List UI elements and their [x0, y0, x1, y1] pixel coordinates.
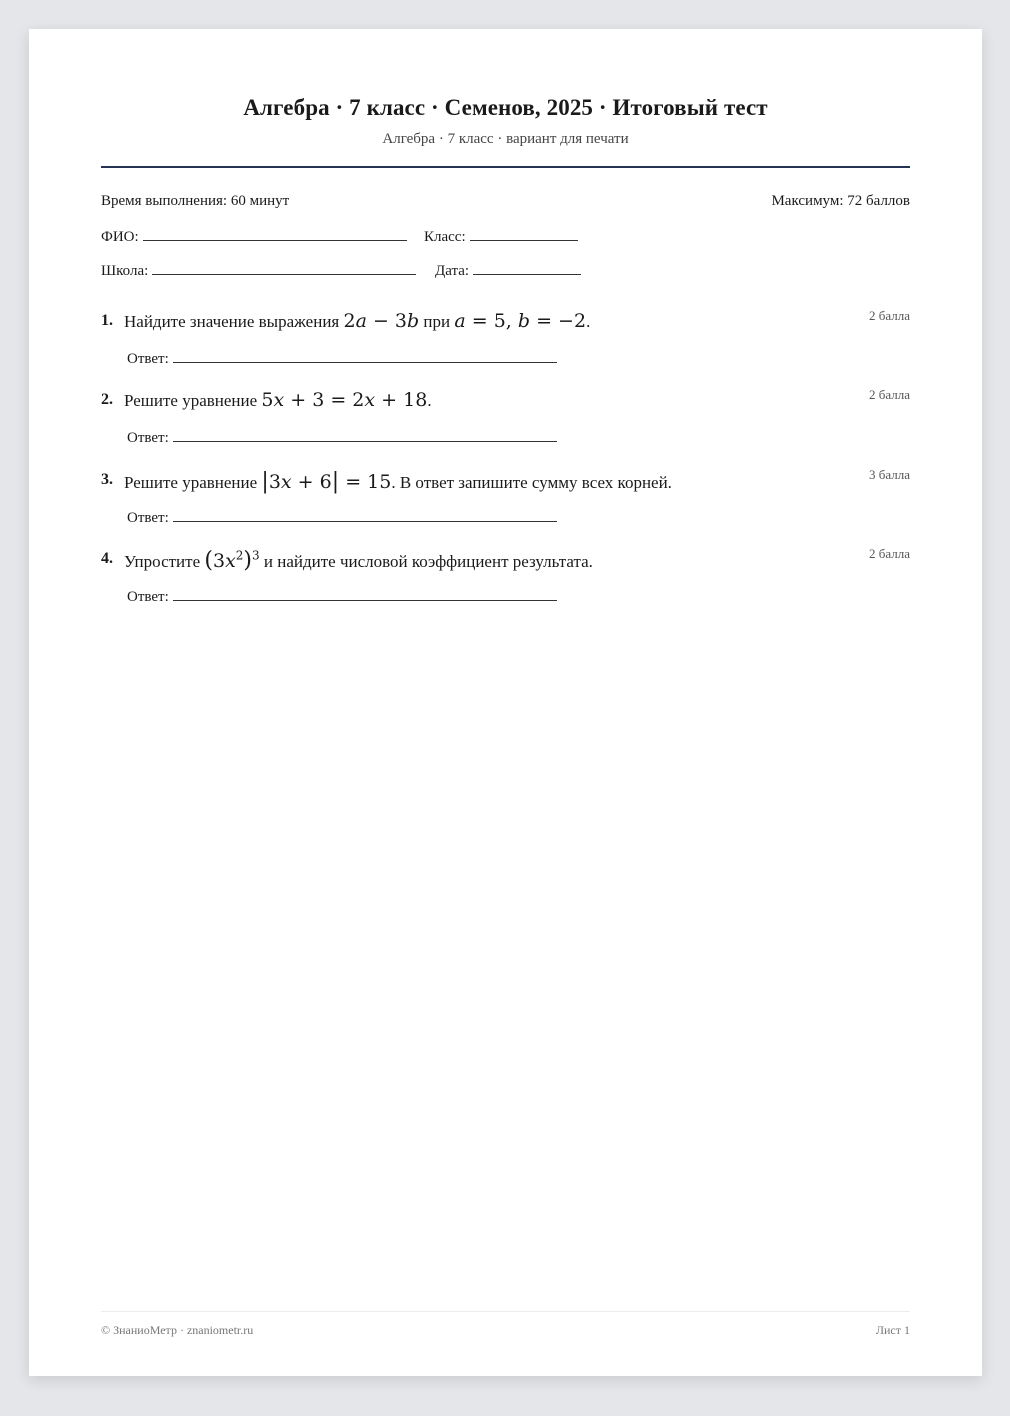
math-expression: 5x + 3 = 2x + 18 [261, 389, 428, 411]
task-points: 2 балла [869, 387, 910, 402]
math-expression: 2a − 3b [343, 310, 420, 332]
answer-line[interactable] [173, 586, 557, 601]
answer-field[interactable] [127, 507, 557, 527]
answer-label: Ответ: [127, 589, 169, 605]
date-line[interactable] [473, 260, 581, 275]
answer-label: Ответ: [127, 510, 169, 526]
task-text-part: Решите уравнение [124, 473, 262, 492]
class-field[interactable] [424, 226, 578, 246]
math-expression: a = 5, b = −2 [454, 310, 587, 332]
task-text [124, 469, 672, 494]
math-expression: $(3x^2)^3$ [204, 548, 260, 573]
answer-line[interactable] [173, 348, 557, 363]
task-text [124, 310, 590, 332]
task-text-part: и найдите числовой коэффициент результата. [259, 552, 593, 571]
task-text-part: Упростите [124, 552, 205, 571]
document-sheet [29, 29, 982, 1376]
task-number: 1. [101, 312, 113, 329]
task-text-part: . В ответ запишите сумму всех корней. [391, 473, 672, 492]
task-text-part: . [427, 391, 432, 410]
time-limit: Время выполнения: 60 минут [101, 193, 290, 209]
date-field[interactable] [435, 260, 581, 280]
answer-label: Ответ: [127, 430, 169, 446]
task-text-part: . [586, 312, 591, 331]
page-title: Алгебра · 7 класс · Семенов, 2025 · Итоговый тест [243, 95, 768, 120]
answer-field[interactable] [127, 586, 557, 606]
fio-line[interactable] [143, 226, 407, 241]
task-points: 3 балла [869, 467, 910, 482]
header-divider [101, 166, 910, 168]
answer-line[interactable] [173, 427, 557, 442]
answer-field[interactable] [127, 427, 557, 447]
answer-line[interactable] [173, 507, 557, 522]
school-line[interactable] [152, 260, 416, 275]
school-field[interactable] [101, 260, 416, 280]
task-text-part: Найдите значение выражения [124, 312, 344, 331]
answer-field[interactable] [127, 348, 557, 368]
task-text [124, 389, 432, 411]
task-text [124, 548, 593, 573]
math-expression: |3x + 6| = 15 [261, 469, 392, 494]
task-number: 4. [101, 550, 113, 567]
footer-copyright: © ЗнаниоМетр · znaniometr.ru [101, 1323, 254, 1337]
footer-page-number: Лист 1 [875, 1323, 910, 1337]
task-number: 3. [101, 471, 113, 488]
task-number: 2. [101, 391, 113, 408]
class-line[interactable] [470, 226, 578, 241]
task-points: 2 балла [869, 546, 910, 561]
task-text-part: при [419, 312, 455, 331]
school-label: Школа: [101, 263, 149, 279]
page-subtitle: Алгебра · 7 класс · вариант для печати [382, 131, 629, 147]
max-score: Максимум: 72 баллов [771, 193, 910, 209]
footer-divider [101, 1311, 910, 1312]
class-label: Класс: [424, 229, 466, 245]
task-points: 2 балла [869, 308, 910, 323]
answer-label: Ответ: [127, 351, 169, 367]
fio-label: ФИО: [101, 229, 139, 245]
task-text-part: Решите уравнение [124, 391, 262, 410]
date-label: Дата: [435, 263, 470, 279]
fio-field[interactable] [101, 226, 407, 246]
